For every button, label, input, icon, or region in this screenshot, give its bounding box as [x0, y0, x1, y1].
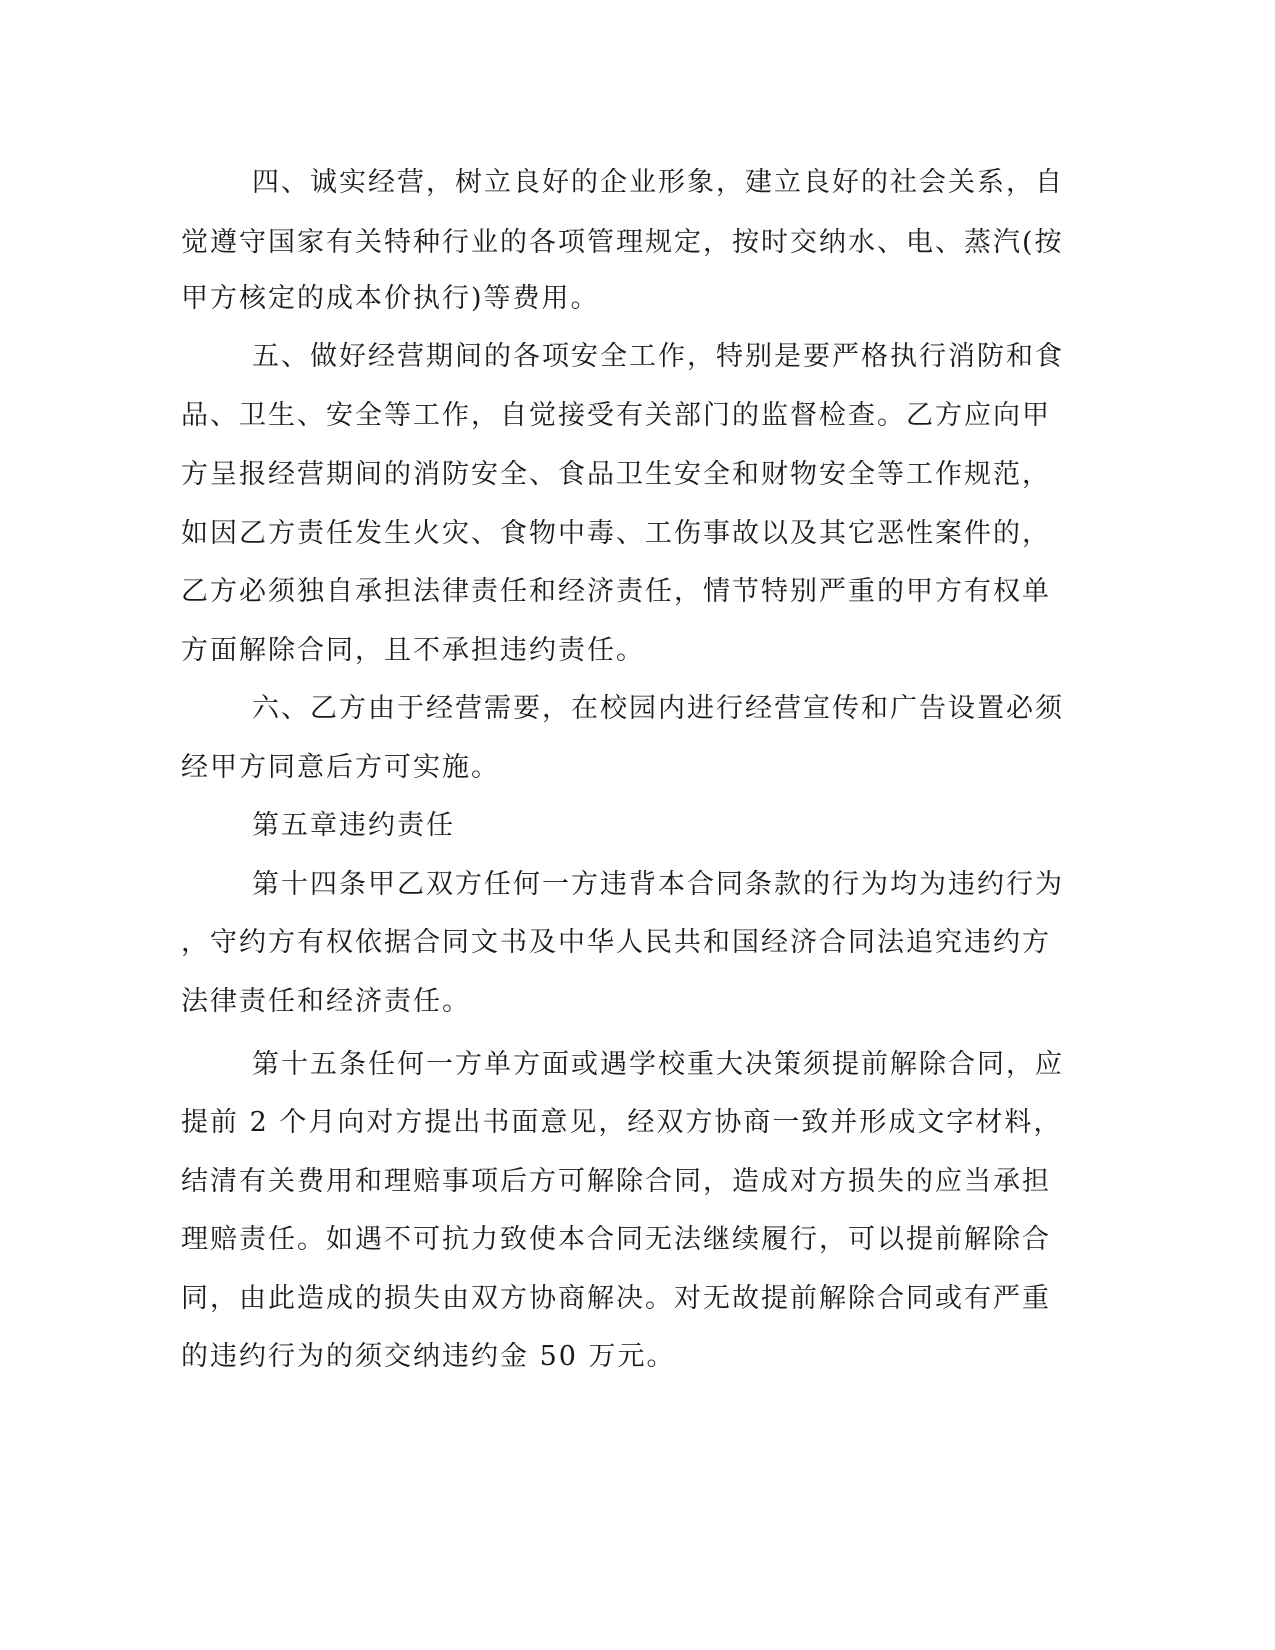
section-heading: 第五章违约责任 [252, 810, 455, 841]
text-line: 结清有关费用和理赔事项后方可解除合同，造成对方损失的应当承担 [181, 1166, 1051, 1197]
text-line: 理赔责任。如遇不可抗力致使本合同无法继续履行，可以提前解除合 [181, 1224, 1051, 1255]
text-line: 方面解除合同，且不承担违约责任。 [181, 635, 645, 666]
text-line: 乙方必须独自承担法律责任和经济责任，情节特别严重的甲方有权单 [181, 576, 1051, 607]
text-line: 法律责任和经济责任。 [181, 986, 471, 1017]
text-line: 同，由此造成的损失由双方协商解决。对无故提前解除合同或有严重 [181, 1283, 1051, 1314]
text-line: 觉遵守国家有关特种行业的各项管理规定，按时交纳水、电、蒸汽(按 [181, 227, 1064, 258]
text-line: 五、做好经营期间的各项安全工作，特别是要严格执行消防和食 [252, 341, 1064, 372]
text-line: 四、诚实经营，树立良好的企业形象，建立良好的社会关系，自 [252, 167, 1064, 198]
text-line: 第十四条甲乙双方任何一方违背本合同条款的行为均为违约行为 [252, 869, 1064, 900]
text-line: 第十五条任何一方单方面或遇学校重大决策须提前解除合同，应 [252, 1049, 1064, 1080]
text-line: 如因乙方责任发生火灾、食物中毒、工伤事故以及其它恶性案件的， [181, 518, 1051, 549]
text-line: 经甲方同意后方可实施。 [181, 752, 500, 783]
text-line: ，守约方有权依据合同文书及中华人民共和国经济合同法追究违约方 [181, 927, 1051, 958]
text-line: 品、卫生、安全等工作，自觉接受有关部门的监督检查。乙方应向甲 [181, 400, 1051, 431]
text-line: 提前 2 个月向对方提出书面意见，经双方协商一致并形成文字材料， [181, 1107, 1063, 1138]
text-line: 方呈报经营期间的消防安全、食品卫生安全和财物安全等工作规范， [181, 459, 1051, 490]
text-line: 的违约行为的须交纳违约金 50 万元。 [181, 1341, 676, 1372]
text-line: 甲方核定的成本价执行)等费用。 [181, 283, 600, 314]
text-line: 六、乙方由于经营需要，在校园内进行经营宣传和广告设置必须 [252, 693, 1064, 724]
